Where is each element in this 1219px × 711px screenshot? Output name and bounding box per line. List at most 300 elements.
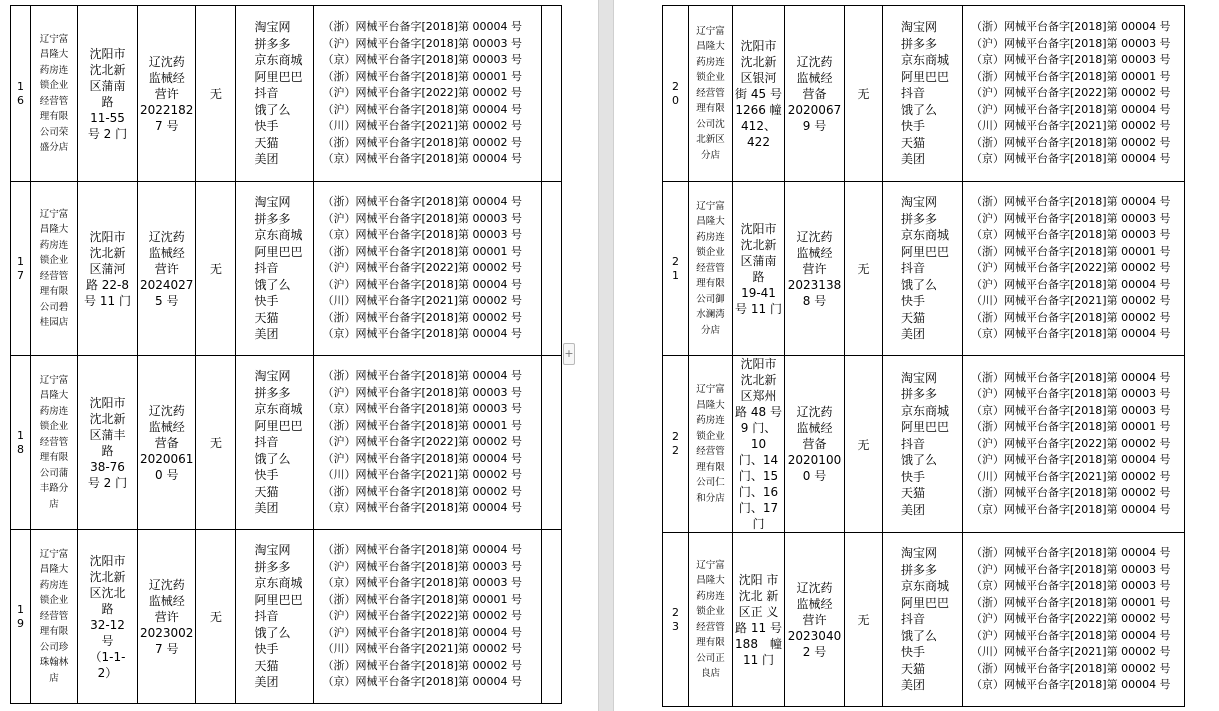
- platform-list-item: 美团: [901, 502, 926, 517]
- platform-list-item: 天猫: [901, 661, 926, 676]
- store-address-line: 路: [101, 94, 114, 109]
- store-name-line: 理有限: [39, 626, 69, 638]
- store-address-line: 路: [101, 443, 114, 458]
- store-name-line: 理有限: [39, 286, 69, 297]
- row-number-digit: 0: [672, 93, 679, 107]
- record-list-item: （京）网械平台备字[2018]第 00004 号: [322, 152, 523, 166]
- platform-list-item: 美团: [901, 327, 926, 342]
- record-list-item: （川）网械平台备字[2021]第 00002 号: [971, 119, 1171, 133]
- table-row: [663, 182, 1185, 356]
- license-number-line: 7 号: [155, 118, 179, 133]
- store-name-line: 昌隆大: [39, 564, 69, 576]
- store-address: [78, 182, 138, 356]
- license-number: [785, 533, 845, 707]
- platform-list-item: 天猫: [254, 310, 279, 325]
- license-number-line: 辽沈药: [796, 580, 833, 595]
- store-name-line: 公司沈: [696, 118, 725, 130]
- table-row: [663, 533, 1185, 707]
- platform-list-item: 淘宝网: [254, 195, 291, 210]
- store-name-line: 锁企业: [39, 255, 69, 266]
- store-address: [733, 6, 785, 182]
- store-name-line: 昌隆大: [39, 224, 69, 235]
- platform-list-item: 天猫: [254, 484, 279, 499]
- row-number-digit: 1: [17, 428, 24, 442]
- record-list-item: （浙）网械平台备字[2018]第 00002 号: [971, 135, 1171, 149]
- platform-list-item: 拼多多: [254, 559, 291, 574]
- store-name-line: 昌隆大: [696, 575, 725, 586]
- record-list-item: （沪）网械平台备字[2022]第 00002 号: [971, 612, 1171, 626]
- record-list-item: （浙）网械平台备字[2018]第 00002 号: [322, 484, 523, 498]
- store-address: [78, 530, 138, 704]
- platform-list-item: 拼多多: [254, 211, 291, 226]
- record-list-item: （沪）网械平台备字[2018]第 00003 号: [971, 562, 1171, 576]
- license-number-line: 2023138: [787, 277, 842, 292]
- table-row: [11, 356, 562, 530]
- record-list-item: （沪）网械平台备字[2018]第 00003 号: [322, 211, 523, 225]
- none-value: 无: [196, 182, 236, 356]
- platform-list-item: 美团: [901, 678, 926, 693]
- platform-list-item: 抖音: [254, 86, 279, 101]
- platform-list-item: 京东商城: [254, 228, 303, 243]
- store-address-line: 门、15: [738, 469, 779, 483]
- store-name-line: 辽宁富: [39, 208, 69, 220]
- store-address-line: （1-1-: [89, 649, 126, 664]
- row-number: [11, 530, 31, 704]
- record-list-item: （沪）网械平台备字[2018]第 00004 号: [322, 451, 523, 465]
- row-number-digit: 3: [672, 619, 679, 633]
- store-address-line: 422: [747, 134, 770, 149]
- store-name-line: 药房连: [696, 590, 725, 602]
- store-name-line: 良店: [700, 668, 720, 679]
- platform-list-item: 抖音: [254, 435, 279, 450]
- record-list-item: （京）网械平台备字[2018]第 00004 号: [322, 501, 523, 515]
- store-name-line: 理有限: [696, 637, 725, 648]
- row-number-digit: 9: [17, 616, 24, 630]
- row-number: [663, 182, 689, 356]
- store-address-line: 门: [752, 517, 765, 531]
- platform-list: [883, 533, 963, 707]
- store-name-line: 公司蒲: [39, 467, 69, 479]
- platform-list: [883, 182, 963, 356]
- row-number-digit: 2: [672, 430, 679, 443]
- license-number: [138, 6, 196, 182]
- table-row: [663, 356, 1185, 533]
- record-list-item: （京）网械平台备字[2018]第 00003 号: [971, 53, 1171, 67]
- record-list-item: （京）网械平台备字[2018]第 00004 号: [971, 678, 1171, 692]
- record-list: [314, 356, 542, 530]
- platform-list-item: 快手: [254, 119, 279, 134]
- store-name-line: 辽宁富: [696, 200, 725, 212]
- license-number-line: 2024027: [140, 277, 194, 292]
- table-row: [11, 182, 562, 356]
- platform-list-item: 快手: [901, 469, 926, 484]
- license-number-line: 2020061: [140, 451, 194, 466]
- record-list-item: （浙）网械平台备字[2018]第 00004 号: [322, 369, 523, 383]
- license-number-line: 5 号: [155, 293, 179, 308]
- platform-list-item: 抖音: [901, 261, 926, 276]
- store-name-line: 理有限: [696, 278, 725, 290]
- store-name-line: 理有限: [39, 111, 69, 122]
- platform-list: [236, 356, 314, 530]
- record-list-item: （沪）网械平台备字[2018]第 00003 号: [322, 36, 523, 50]
- platform-list-item: 美团: [901, 152, 926, 167]
- license-number-line: 0 号: [802, 469, 827, 483]
- store-name-line: 经营管: [696, 262, 725, 274]
- record-list-item: （京）网械平台备字[2018]第 00003 号: [971, 403, 1171, 417]
- license-number: [138, 182, 196, 356]
- platform-list-item: 京东商城: [254, 53, 303, 68]
- store-address-line: 沈阳市: [89, 395, 126, 410]
- none-value: 无: [845, 533, 883, 707]
- record-list-item: （川）网械平台备字[2021]第 00002 号: [971, 294, 1171, 308]
- platform-list-item: 快手: [901, 119, 926, 134]
- store-name-line: 盛分店: [39, 142, 69, 153]
- record-list-item: （浙）网械平台备字[2018]第 00001 号: [322, 69, 523, 83]
- row-number-digit: 2: [672, 254, 679, 268]
- store-name-line: 公司珍: [39, 641, 69, 653]
- license-number-line: 2020067: [787, 102, 842, 117]
- platform-list-item: 饿了么: [901, 277, 938, 292]
- store-address-line: 号 2 门: [87, 475, 128, 490]
- store-name-line: 丰路分: [39, 483, 69, 495]
- platform-list-item: 阿里巴巴: [901, 420, 950, 435]
- store-name-line: 药房连: [39, 239, 69, 251]
- license-number-line: 营许: [802, 261, 827, 276]
- store-address-line: 路 11 号: [735, 620, 782, 635]
- platform-list-item: 拼多多: [901, 387, 938, 402]
- store-name: [31, 182, 78, 356]
- store-address: [733, 533, 785, 707]
- platform-list-item: 阿里巴巴: [901, 69, 950, 84]
- row-number-digit: 6: [17, 93, 24, 107]
- platform-list-item: 京东商城: [901, 579, 950, 594]
- license-number-line: 监械经: [148, 593, 185, 608]
- platform-list-item: 快手: [901, 294, 926, 309]
- empty-cell: [542, 182, 562, 356]
- platform-list-item: 天猫: [901, 310, 926, 325]
- platform-list-item: 淘宝网: [901, 546, 938, 561]
- record-list-item: （川）网械平台备字[2021]第 00002 号: [322, 642, 523, 656]
- license-number-line: 营许: [154, 609, 179, 624]
- record-list-item: （京）网械平台备字[2018]第 00003 号: [971, 579, 1171, 593]
- store-name: [31, 530, 78, 704]
- license-number-line: 营备: [154, 435, 179, 450]
- license-number-line: 辽沈药: [148, 577, 185, 592]
- platform-list-item: 饿了么: [254, 102, 291, 117]
- license-number-line: 监械经: [796, 596, 833, 611]
- store-address-line: 沈北新: [89, 569, 126, 584]
- store-address-line: 19-41: [741, 285, 776, 300]
- store-address-line: 沈北新: [89, 62, 126, 77]
- record-list-item: （浙）网械平台备字[2018]第 00004 号: [322, 543, 523, 557]
- record-list: [963, 533, 1185, 707]
- record-list-item: （京）网械平台备字[2018]第 00003 号: [322, 228, 523, 242]
- store-name: [31, 6, 78, 182]
- store-name-line: 经营管: [696, 446, 725, 457]
- store-address-line: 2）: [97, 665, 118, 680]
- store-name-line: 辽宁富: [39, 33, 69, 45]
- record-list-item: （川）网械平台备字[2021]第 00002 号: [971, 645, 1171, 659]
- license-number: [785, 356, 845, 533]
- license-number-line: 营备: [802, 86, 827, 101]
- record-list-item: （沪）网械平台备字[2022]第 00002 号: [322, 86, 523, 100]
- license-number-line: 辽沈药: [148, 54, 185, 69]
- platform-list-item: 阿里巴巴: [901, 595, 950, 610]
- row-number-digit: 1: [672, 268, 679, 282]
- store-address-line: 路 48 号: [735, 405, 782, 419]
- store-address-line: 路: [101, 601, 114, 616]
- platform-list-item: 淘宝网: [254, 543, 291, 558]
- store-address-line: 沈阳市: [89, 229, 126, 244]
- license-number-line: 营备: [802, 437, 827, 451]
- store-address-line: 路 22-8: [85, 277, 130, 292]
- store-name-line: 经营管: [39, 436, 69, 448]
- store-name-line: 药房连: [39, 579, 69, 591]
- store-name-line: 药房连: [696, 56, 725, 68]
- store-name-line: 公司正: [696, 652, 725, 664]
- store-name-line: 昌隆大: [696, 216, 725, 228]
- record-list-item: （浙）网械平台备字[2018]第 00004 号: [322, 20, 523, 34]
- store-address-line: 沈北新: [740, 237, 777, 252]
- row-number-digit: 7: [17, 268, 24, 282]
- license-number-line: 辽沈药: [796, 229, 833, 244]
- none-value: 无: [196, 6, 236, 182]
- store-name-line: 锁企业: [39, 80, 69, 91]
- record-list-item: （沪）网械平台备字[2018]第 00004 号: [322, 625, 523, 639]
- platform-list-item: 阿里巴巴: [254, 69, 303, 84]
- platform-list-item: 抖音: [901, 436, 926, 451]
- document-page-left: [0, 0, 598, 711]
- row-number-digit: 8: [17, 442, 24, 456]
- record-list-item: （沪）网械平台备字[2022]第 00002 号: [322, 435, 523, 449]
- row-number: [11, 6, 31, 182]
- platform-list-item: 拼多多: [254, 385, 291, 400]
- license-number: [138, 356, 196, 530]
- store-name-line: 分店: [700, 149, 720, 161]
- record-list-item: （浙）网械平台备字[2018]第 00001 号: [322, 592, 523, 606]
- store-address-line: 32-12: [90, 617, 125, 632]
- platform-list-item: 天猫: [254, 135, 279, 150]
- platform-list: [236, 6, 314, 182]
- license-number-line: 监械经: [796, 421, 833, 435]
- platform-list-item: 抖音: [901, 612, 926, 627]
- store-name-line: 辽宁富: [696, 559, 725, 571]
- store-name-line: 店: [49, 672, 59, 684]
- record-list-item: （浙）网械平台备字[2018]第 00001 号: [971, 595, 1171, 609]
- record-list-item: （沪）网械平台备字[2018]第 00004 号: [971, 277, 1171, 291]
- store-address-line: 门、17: [738, 501, 779, 515]
- store-name-line: 理有限: [39, 452, 69, 464]
- record-list-item: （川）网械平台备字[2021]第 00002 号: [971, 469, 1171, 483]
- store-address-line: 沈北新: [740, 373, 777, 387]
- store-name-line: 锁企业: [39, 421, 69, 433]
- store-address-line: 沈阳市: [740, 38, 777, 53]
- record-list-item: （沪）网械平台备字[2022]第 00002 号: [322, 609, 523, 623]
- record-list-item: （沪）网械平台备字[2022]第 00002 号: [971, 436, 1171, 450]
- record-list-item: （浙）网械平台备字[2018]第 00001 号: [322, 418, 523, 432]
- record-list-item: （京）网械平台备字[2018]第 00004 号: [971, 152, 1171, 166]
- record-list-item: （沪）网械平台备字[2018]第 00003 号: [971, 36, 1171, 50]
- store-address-line: 区银河: [740, 70, 777, 85]
- license-number-line: 9 号: [802, 118, 827, 133]
- license-number-line: 2023002: [140, 625, 194, 640]
- store-address-line: 区蒲丰: [89, 427, 126, 442]
- store-address-line: 沈北 新: [738, 588, 779, 603]
- license-number-line: 监械经: [796, 245, 833, 260]
- store-name-line: 桂园店: [39, 317, 69, 328]
- platform-list-item: 京东商城: [901, 403, 950, 418]
- page-gutter: [598, 0, 614, 711]
- record-list: [314, 6, 542, 182]
- platform-list-item: 京东商城: [901, 228, 950, 243]
- platform-list-item: 天猫: [254, 658, 279, 673]
- store-name-line: 水澜湾: [696, 309, 725, 321]
- platform-list-item: 阿里巴巴: [901, 244, 950, 259]
- record-list-item: （浙）网械平台备字[2018]第 00001 号: [971, 420, 1171, 434]
- license-number: [138, 530, 196, 704]
- license-number-line: 辽沈药: [796, 54, 833, 69]
- record-list-item: （京）网械平台备字[2018]第 00003 号: [322, 402, 523, 416]
- record-list: [963, 356, 1185, 533]
- store-name-line: 药房连: [696, 231, 725, 243]
- store-name-line: 公司碧: [39, 301, 69, 313]
- record-list-item: （京）网械平台备字[2018]第 00003 号: [322, 53, 523, 67]
- store-name-line: 锁企业: [696, 606, 725, 617]
- platform-list-item: 阿里巴巴: [254, 244, 303, 259]
- record-list-item: （浙）网械平台备字[2018]第 00002 号: [322, 658, 523, 672]
- record-list-item: （浙）网械平台备字[2018]第 00002 号: [322, 310, 523, 324]
- store-address: [78, 356, 138, 530]
- store-name-line: 锁企业: [696, 247, 725, 259]
- platform-list-item: 拼多多: [254, 36, 291, 51]
- store-name-line: 和分店: [696, 492, 725, 504]
- record-list-item: （浙）网械平台备字[2018]第 00004 号: [971, 370, 1171, 384]
- table-row: [663, 6, 1185, 182]
- store-address-line: 9 门、10: [740, 421, 777, 451]
- record-list-item: （京）网械平台备字[2018]第 00004 号: [971, 502, 1171, 516]
- store-name-line: 经营管: [39, 95, 69, 107]
- store-address-line: 街 45 号: [735, 86, 782, 101]
- platform-list-item: 饿了么: [901, 102, 938, 117]
- record-list-item: （川）网械平台备字[2021]第 00002 号: [322, 294, 523, 308]
- row-number-digit: 1: [17, 602, 24, 616]
- platform-list-item: 淘宝网: [254, 20, 291, 35]
- record-list-item: （京）网械平台备字[2018]第 00004 号: [322, 675, 523, 689]
- record-list-item: （沪）网械平台备字[2018]第 00004 号: [322, 102, 523, 116]
- platform-list-item: 饿了么: [901, 628, 938, 643]
- store-address: [733, 356, 785, 533]
- license-number-line: 辽沈药: [148, 403, 185, 418]
- store-name-line: 辽宁富: [39, 548, 69, 560]
- store-name: [31, 356, 78, 530]
- record-list-item: （京）网械平台备字[2018]第 00004 号: [322, 327, 523, 341]
- store-address-line: 区蒲南: [89, 78, 126, 93]
- store-name-line: 经营管: [696, 87, 725, 99]
- store-name-line: 锁企业: [696, 72, 725, 84]
- record-list-item: （浙）网械平台备字[2018]第 00004 号: [322, 195, 523, 209]
- empty-cell: [542, 356, 562, 530]
- store-address-line: 路: [752, 269, 765, 284]
- license-number-line: 营许: [802, 612, 827, 627]
- record-list-item: （沪）网械平台备字[2018]第 00003 号: [971, 387, 1171, 401]
- store-name-line: 辽宁富: [39, 374, 69, 386]
- add-table-row-button[interactable]: +: [563, 343, 575, 365]
- store-address-line: 沈阳 市: [738, 572, 779, 587]
- store-table-right: [662, 5, 1185, 707]
- record-list-item: （浙）网械平台备字[2018]第 00004 号: [971, 546, 1171, 560]
- platform-list-item: 饿了么: [901, 453, 938, 468]
- store-name-line: 公司仁: [696, 477, 725, 488]
- store-name-line: 药房连: [696, 415, 725, 426]
- platform-list-item: 京东商城: [901, 53, 950, 68]
- record-list-item: （沪）网械平台备字[2018]第 00004 号: [322, 277, 523, 291]
- license-number-line: 2022182: [140, 102, 194, 117]
- store-address-line: 门、14: [738, 453, 779, 467]
- store-address-line: 区郑州: [740, 389, 777, 403]
- store-name-line: 昌隆大: [696, 399, 725, 411]
- platform-list-item: 美团: [254, 675, 279, 690]
- none-value: 无: [196, 356, 236, 530]
- store-address-line: 号 11 门: [735, 301, 782, 316]
- platform-list-item: 饿了么: [254, 277, 291, 292]
- row-number-digit: 1: [17, 79, 24, 93]
- platform-list-item: 抖音: [901, 86, 926, 101]
- store-name-line: 公司御: [696, 293, 725, 305]
- record-list-item: （川）网械平台备字[2021]第 00002 号: [322, 119, 523, 133]
- license-number-line: 监械经: [796, 70, 833, 85]
- platform-list-item: 饿了么: [254, 625, 291, 640]
- store-address-line: 1266 幢: [735, 102, 782, 117]
- record-list-item: （浙）网械平台备字[2018]第 00004 号: [971, 20, 1171, 34]
- license-number-line: 辽沈药: [148, 229, 185, 244]
- row-number: [663, 533, 689, 707]
- store-address-line: 11-55: [90, 110, 125, 125]
- platform-list-item: 抖音: [254, 609, 279, 624]
- store-address-line: 沈阳市: [740, 357, 777, 371]
- record-list-item: （京）网械平台备字[2018]第 00003 号: [322, 576, 523, 590]
- record-list: [963, 182, 1185, 356]
- store-name-line: 店: [49, 498, 59, 510]
- store-name-line: 珠翰林: [39, 657, 69, 669]
- platform-list-item: 美团: [254, 152, 279, 167]
- store-address-line: 11 门: [742, 652, 775, 667]
- license-number-line: 7 号: [155, 641, 179, 656]
- store-address-line: 38-76: [90, 459, 125, 474]
- license-number-line: 2023040: [787, 628, 842, 643]
- row-number: [663, 356, 689, 533]
- platform-list-item: 阿里巴巴: [254, 418, 303, 433]
- license-number-line: 2 号: [802, 644, 827, 659]
- store-name-line: 辽宁富: [696, 25, 725, 37]
- store-address-line: 号 2 门: [87, 126, 128, 141]
- platform-list: [883, 6, 963, 182]
- store-address-line: 号 11 门: [84, 293, 131, 308]
- store-address: [78, 6, 138, 182]
- store-name-line: 经营管: [39, 610, 69, 622]
- empty-cell: [542, 6, 562, 182]
- record-list-item: （沪）网械平台备字[2018]第 00003 号: [322, 559, 523, 573]
- empty-cell: [542, 530, 562, 704]
- record-list-item: （浙）网械平台备字[2018]第 00001 号: [971, 244, 1171, 258]
- record-list-item: （沪）网械平台备字[2018]第 00004 号: [971, 628, 1171, 642]
- store-address-line: 沈北新: [89, 411, 126, 426]
- none-value: 无: [845, 182, 883, 356]
- platform-list-item: 快手: [254, 468, 279, 483]
- row-number: [11, 182, 31, 356]
- store-name-line: 昌隆大: [39, 390, 69, 402]
- store-name-line: 北新区: [696, 134, 725, 146]
- record-list-item: （沪）网械平台备字[2018]第 00003 号: [971, 211, 1171, 225]
